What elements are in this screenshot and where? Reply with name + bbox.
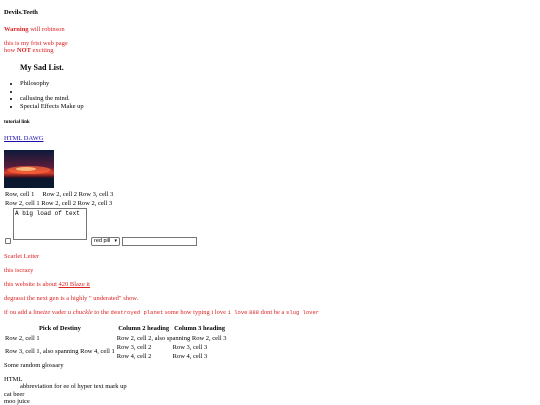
warning-text: will robinson [28,26,65,33]
table-row [4,343,228,352]
table1-cell: Row 2, cell 2 Row 3, cell 3 [42,191,114,198]
table-cell: Row 3, cell 3 [172,343,208,351]
degrassi-line: degrassi the next gen is a highly " underated" show. [4,295,139,302]
text-input[interactable] [122,237,197,246]
mixed-italic: ize [43,309,51,316]
list-item: • Special Effects Make up [20,103,84,111]
site-title: Devils.Teeth [4,9,38,16]
list-item: • Philosophy [20,80,84,88]
list-item [20,88,84,96]
blaze-link[interactable]: 420 Blaze it [58,281,90,288]
about-pre: this website is about [4,281,59,288]
mixed-code: 888 [249,309,259,316]
sad-list [5,80,84,110]
table-cell: Row 4, cell 2 [116,352,152,360]
glossary-title: Some random glossary [4,362,64,369]
glossary-term: cat beer [4,391,25,398]
table-header: Column 2 heading [118,325,170,333]
destiny-table-wrap [4,324,228,361]
table-cell: Row 4, cell 3 [172,352,208,360]
table1-cell: Row, cell 1 [5,191,35,198]
intro-line2-pre: how [4,47,17,54]
mixed-line [4,309,319,316]
table-cell: Row 2, cell 2, also spanning Row 2, cell 3 [116,334,227,342]
intro-line2-post: exciting [30,47,54,54]
mixed-text: dont be a [258,309,287,316]
big-text-area[interactable] [13,208,87,240]
is-crazy-text: this iscrazy [4,267,34,274]
table1-row2: Row 2, cell 1 Row 2, cell 2 Row 2, cell 3 [5,200,113,207]
table-header: Pick of Destiny [38,325,81,333]
mixed-text: some how typing i love [163,309,228,316]
intro-line2-bold: NOT [16,47,31,54]
mixed-code: i love [227,309,248,316]
mixed-code: destroyed planet [110,309,164,316]
chevron-down-icon: ▾ [114,238,117,244]
list-item: • callusing the mind. [20,95,84,103]
intro-line-1: this is my frist web page [4,40,68,47]
pill-select[interactable] [91,237,120,246]
checkbox[interactable] [5,238,11,244]
mixed-code: slug lover [286,309,320,316]
table-cell: Row 2, cell 1 [5,334,40,342]
mixed-italic: u chuckle [67,309,93,316]
warning-label: Warning [4,26,29,33]
table-header: Column 3 heading [174,325,226,333]
warning-line [4,26,65,33]
mixed-text: if ou add a line [4,309,43,316]
sunset-image [4,150,54,188]
mixed-text: vader [50,309,68,316]
about-line [4,281,90,288]
table-cell: Row 3, cell 2 [116,343,152,351]
html-dawg-link[interactable]: HTML DAWG [4,135,44,142]
glossary-term: HTML [4,376,23,383]
table-row [4,334,228,343]
table1-row1 [5,191,113,198]
list-title: My Sad List. [20,63,64,72]
pill-select-value: red pill [94,238,111,244]
scarlet-letter: Scarlet Letter [4,253,40,260]
destiny-table [4,324,228,361]
intro-line-2 [4,47,54,54]
glossary-definition: abbreviation for ee ol hyper text mark up [20,383,127,390]
glossary-term: moo juice [4,398,30,405]
table-cell: Row 3, cell 1, also spanning Row 4, cell 1 [5,348,115,356]
mixed-text: to the [92,309,111,316]
tutorial-heading: tutorial link [4,120,30,125]
